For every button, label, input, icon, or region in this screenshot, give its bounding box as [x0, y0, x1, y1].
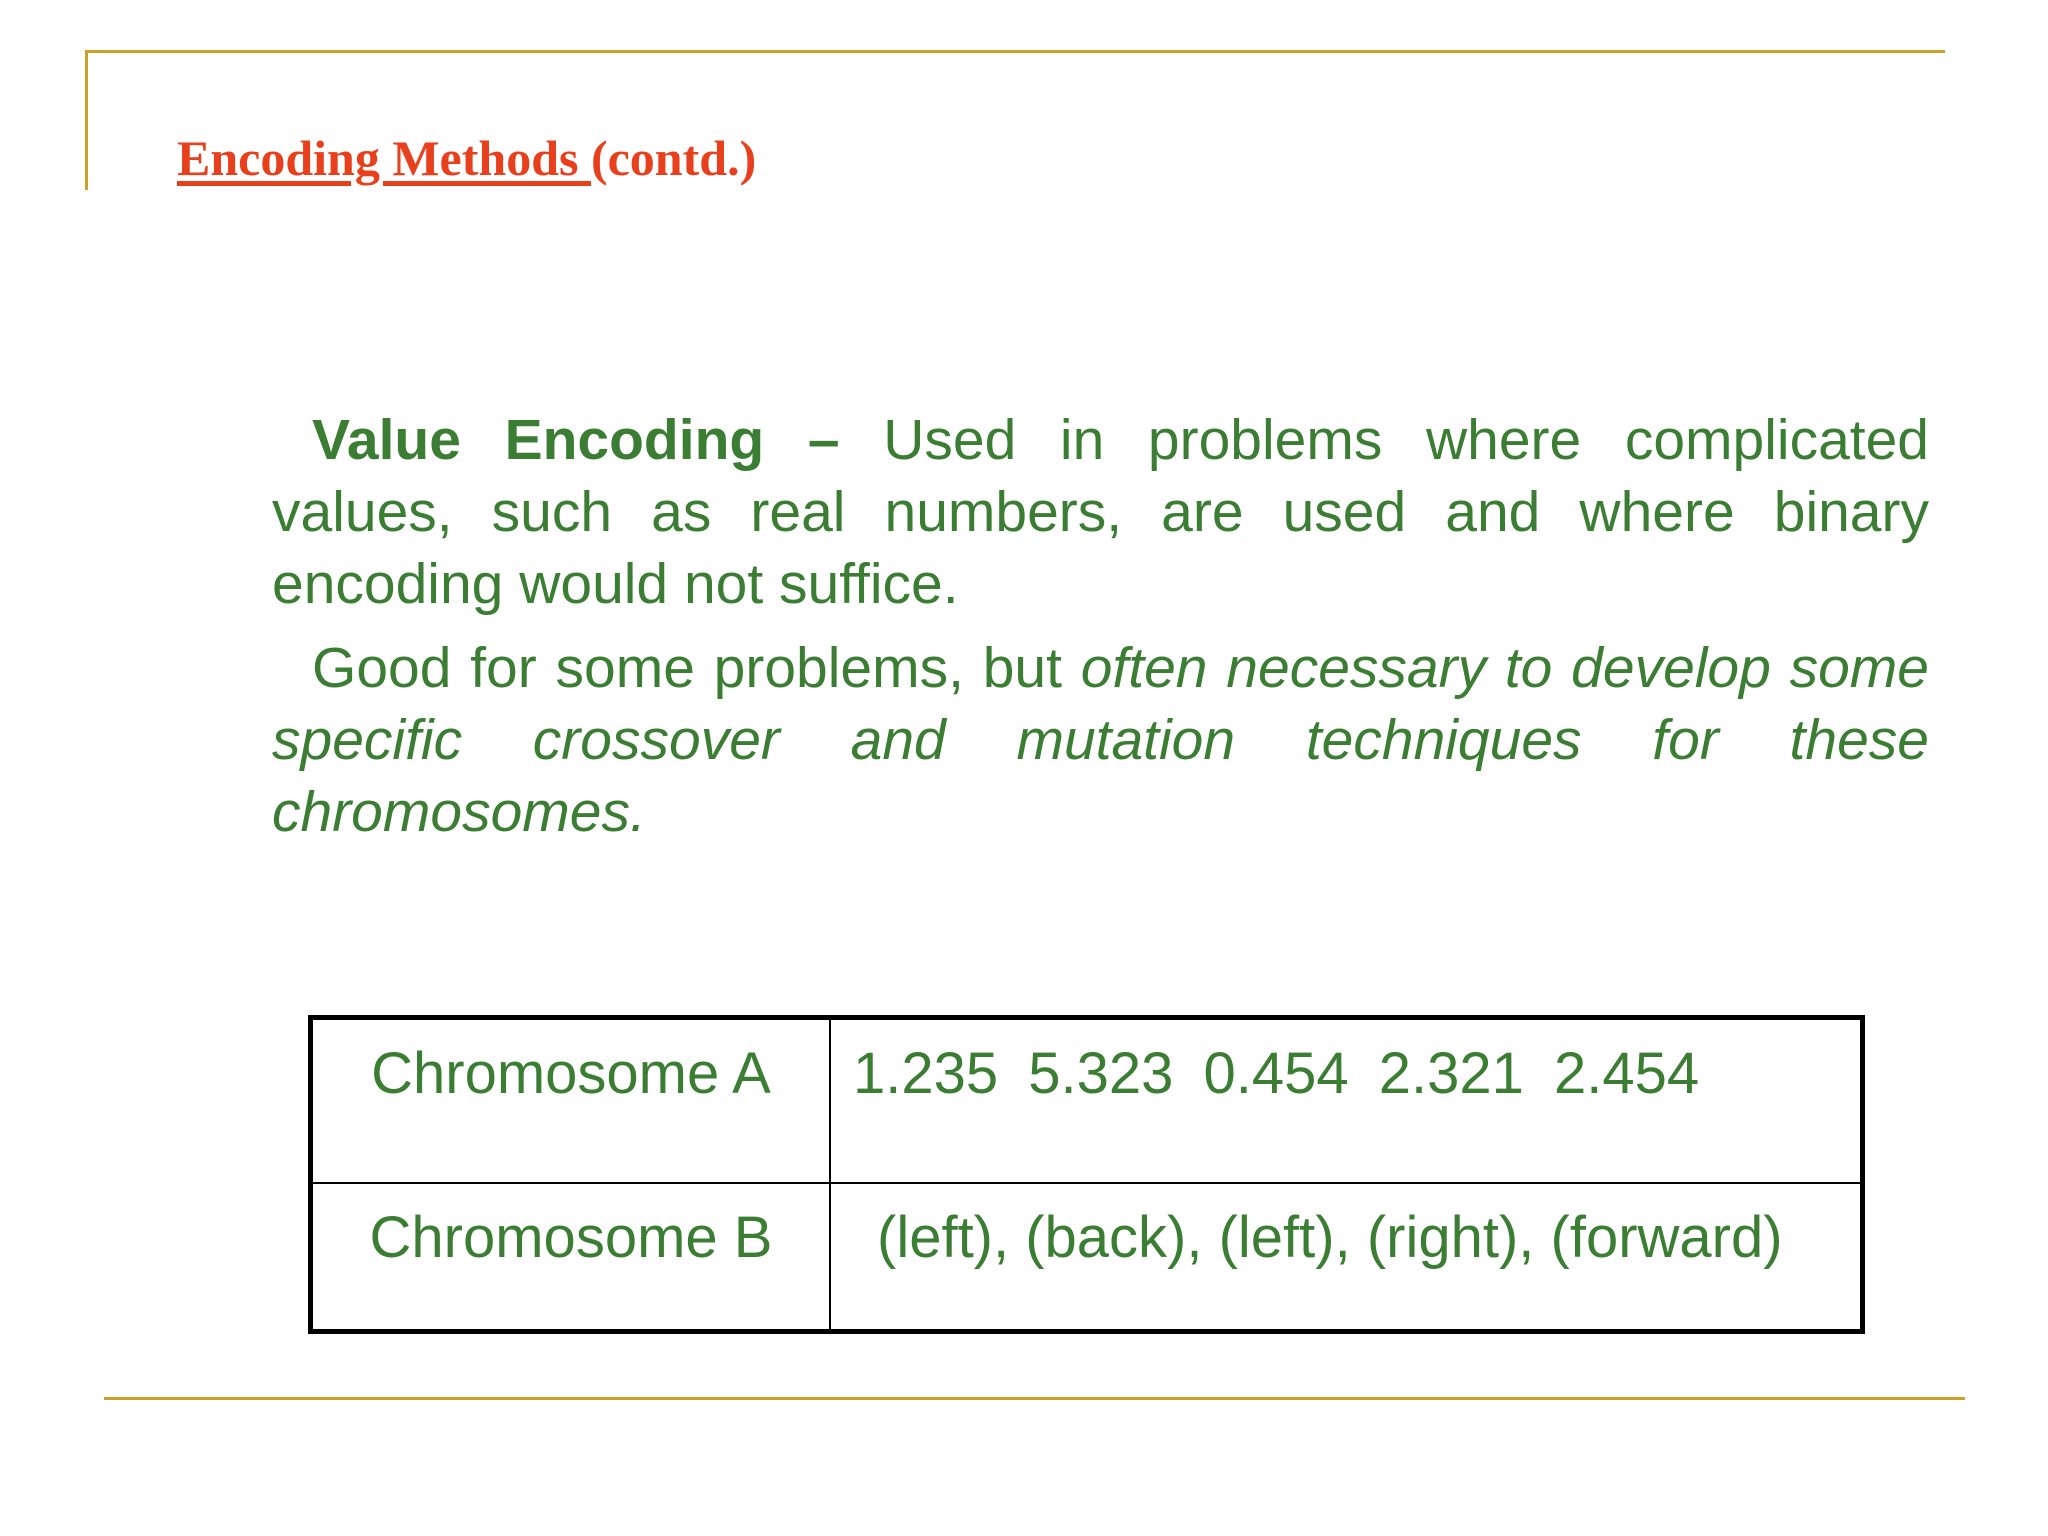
note-emphasis-text: often necessary to develop some specific crossover and mutation techniques for these chromosomes.: [272, 636, 1929, 844]
row-label: Chromosome A: [311, 1018, 831, 1183]
slide-title-suffix: (contd.): [590, 130, 757, 186]
definition-text: Used in problems where complicated values, such as real numbers, are used and where binary encoding would not suffice.: [272, 408, 1930, 616]
row-value: (left), (back), (left), (right), (forward): [830, 1183, 1863, 1332]
slide-title-main: Encoding Methods: [177, 130, 591, 186]
body-text: [272, 404, 1929, 848]
bottom-rule: [104, 1397, 1965, 1400]
row-value: 1.235 5.323 0.454 2.321 2.454: [830, 1018, 1863, 1183]
term-value-encoding: Value Encoding –: [312, 408, 840, 472]
table-row: [311, 1183, 1863, 1332]
left-rule: [85, 50, 88, 190]
note-paragraph: [272, 632, 1929, 848]
note-lead-text: Good for some problems, but: [312, 636, 1081, 700]
slide-title: [177, 128, 756, 188]
table-row: [311, 1018, 1863, 1183]
row-label: Chromosome B: [311, 1183, 831, 1332]
top-rule: [85, 50, 1945, 53]
definition-paragraph: [272, 404, 1929, 620]
chromosome-table: [308, 1015, 1865, 1334]
